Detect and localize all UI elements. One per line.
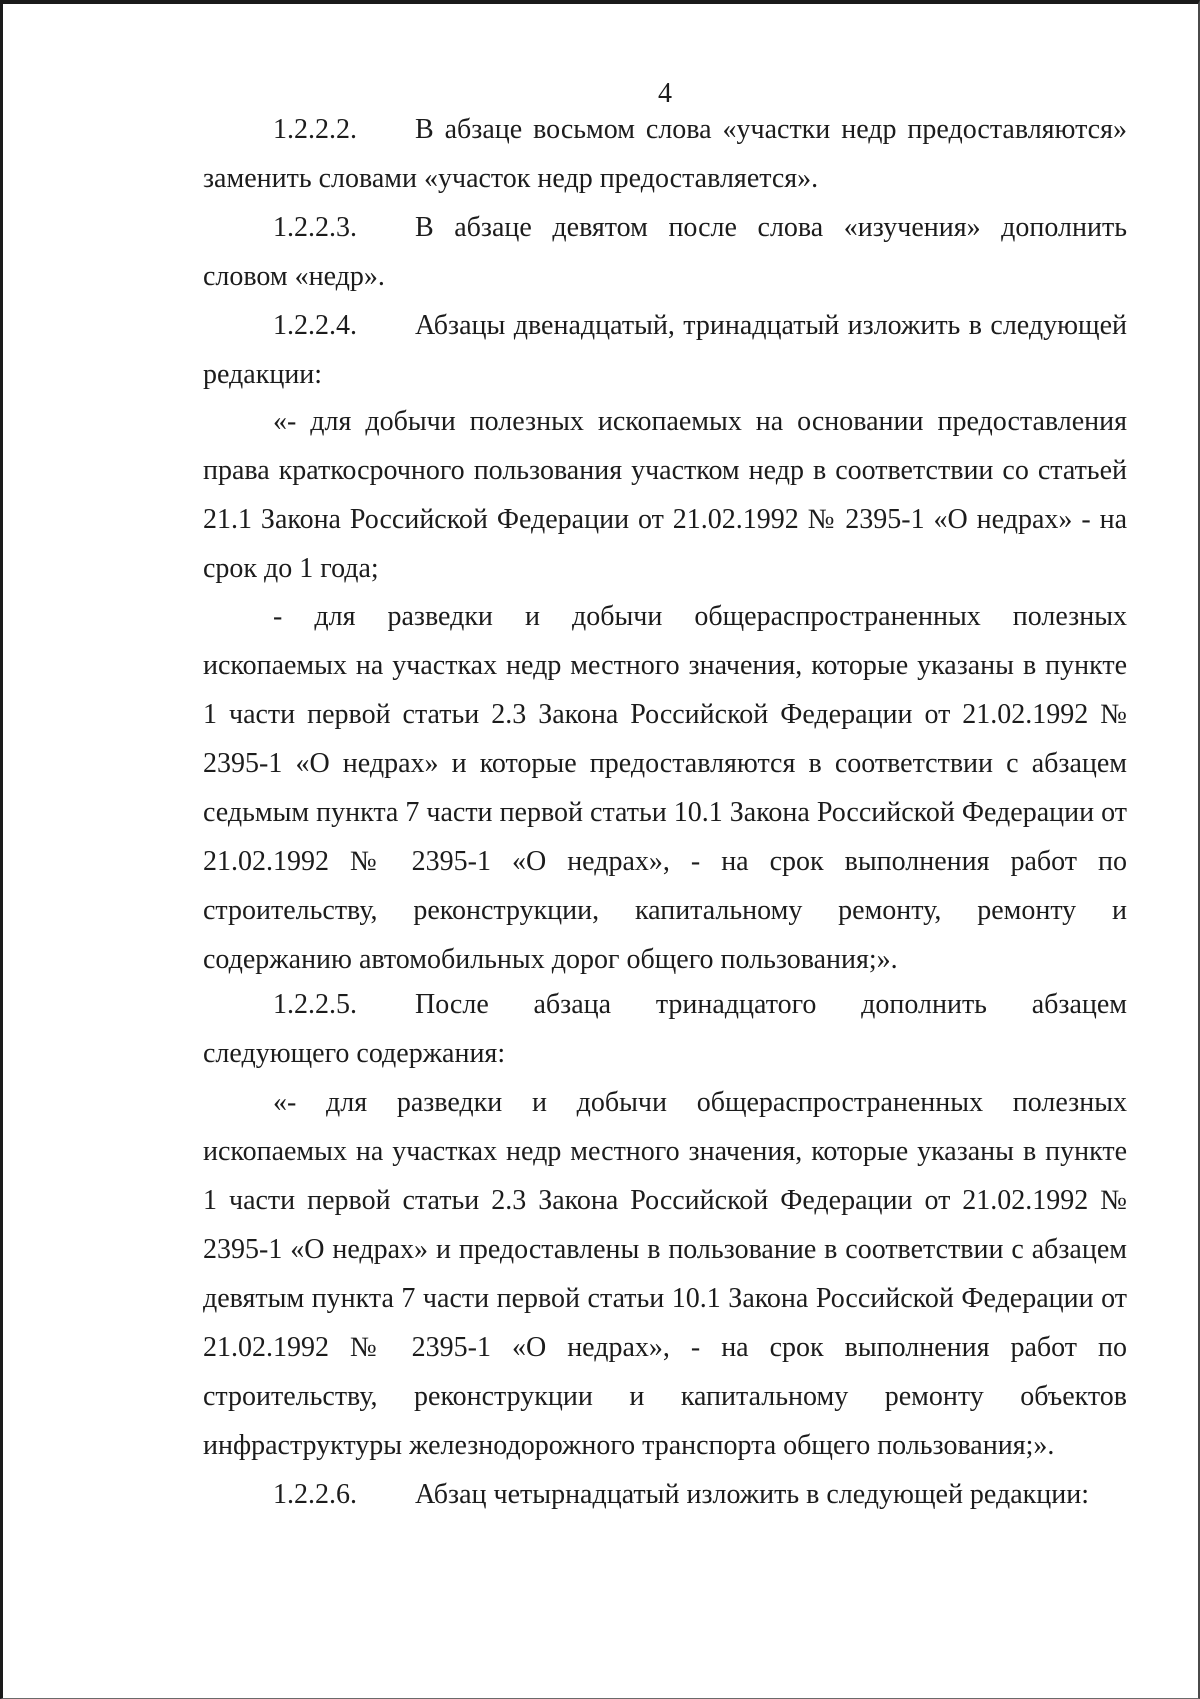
paragraph-1-2-2-6 xyxy=(203,1470,1127,1519)
paragraph-text: Абзацы двенадцатый, тринадцатый изложить в следующей редакции: xyxy=(203,310,1127,390)
quoted-paragraph-railway: «- для разведки и добычи общераспространенных полезных ископаемых на участках недр местного значения, которые указаны в пункте 1 части первой статьи 2.3 Закона Российской Федерации от 21.02.1992 № 2395-1 «О недрах» и предоставлены в пользование в соответствии с абзацем девятым пункта 7 части первой статьи 10.1 Закона Российской Федерации от 21.02.1992 № 2395-1 «О недрах», - на срок выполнения работ по строительству, реконструкции и капитальному ремонту объектов инфраструктуры железнодорожного транспорта общего пользования;». xyxy=(203,1087,1127,1461)
paragraph-text: После абзаца тринадцатого дополнить абзацем следующего содержания: xyxy=(203,989,1127,1069)
page-number: 4 xyxy=(658,78,672,109)
paragraph-text: В абзаце девятом после слова «изучения» дополнить словом «недр». xyxy=(203,212,1127,292)
paragraph-text: Абзац четырнадцатый изложить в следующей редакции: xyxy=(415,1479,1089,1510)
paragraph-1-2-2-3 xyxy=(203,203,1127,301)
item-number: 1.2.2.4. xyxy=(273,310,357,341)
paragraph-1-2-2-2 xyxy=(203,105,1127,203)
quoted-paragraph-roads: - для разведки и добычи общераспространенных полезных ископаемых на участках недр местного значения, которые указаны в пункте 1 части первой статьи 2.3 Закона Российской Федерации от 21.02.1992 № 2395-1 «О недрах» и которые предоставляются в соответствии с абзацем седьмым пункта 7 части первой статьи 10.1 Закона Российской Федерации от 21.02.1992 № 2395-1 «О недрах», - на срок выполнения работ по строительству, реконструкции, капитальному ремонту, ремонту и содержанию автомобильных дорог общего пользования;». xyxy=(203,601,1127,975)
paragraph-text: В абзаце восьмом слова «участки недр предоставляются» заменить словами «участок недр предоставляется». xyxy=(203,114,1127,194)
quoted-paragraph-short-term-use: «- для добычи полезных ископаемых на основании предоставления права краткосрочного пользования участком недр в соответствии со статьей 21.1 Закона Российской Федерации от 21.02.1992 № 2395-1 «О недрах» - на срок до 1 года; xyxy=(203,406,1127,584)
item-number: 1.2.2.6. xyxy=(273,1479,357,1510)
item-number: 1.2.2.3. xyxy=(273,212,357,243)
paragraph-1-2-2-4 xyxy=(203,301,1127,399)
item-number: 1.2.2.5. xyxy=(273,989,357,1020)
item-number: 1.2.2.2. xyxy=(273,114,357,145)
paragraph-1-2-2-5 xyxy=(203,980,1127,1078)
